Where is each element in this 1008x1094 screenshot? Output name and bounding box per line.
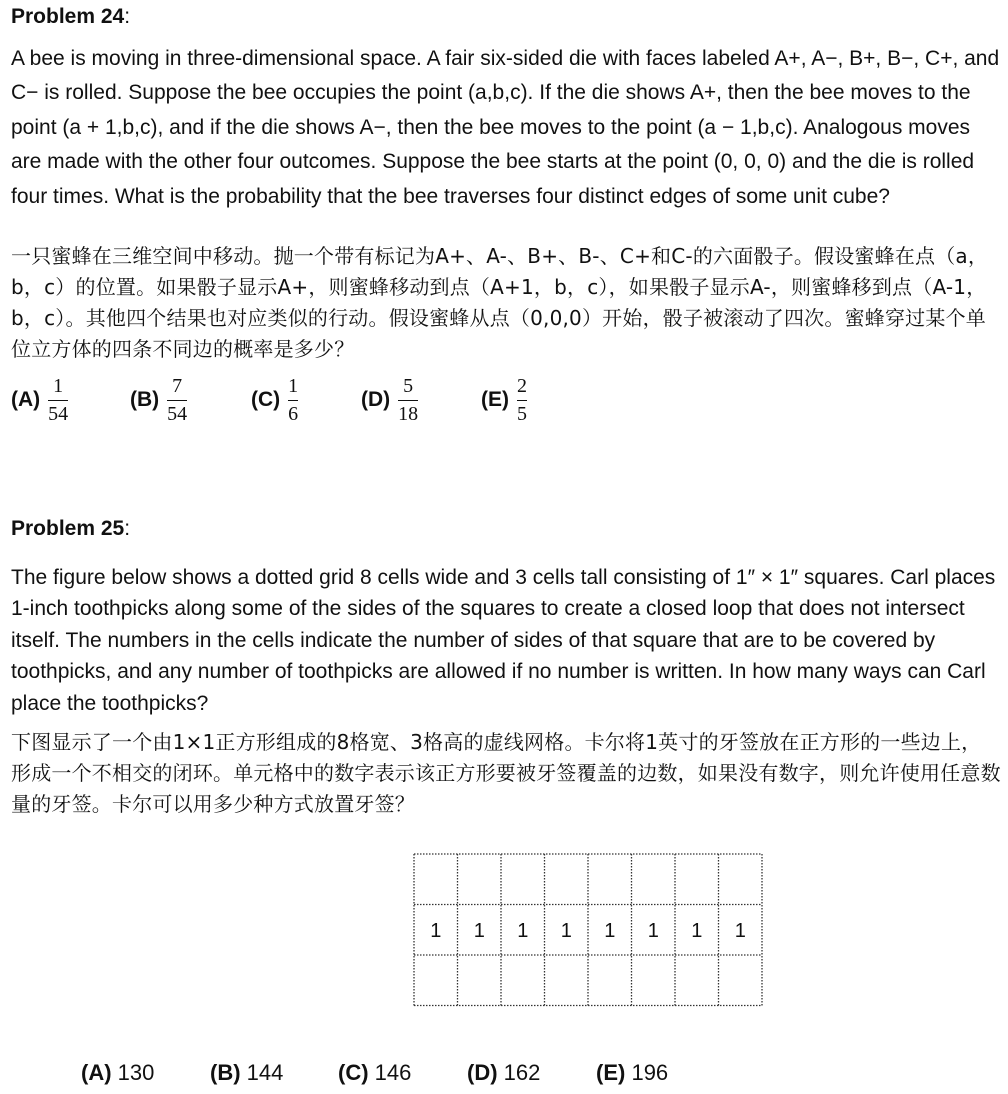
choice-25-b[interactable] bbox=[210, 1060, 283, 1086]
choice-label: (D) bbox=[361, 388, 391, 411]
denominator: 6 bbox=[288, 403, 299, 425]
choice-label: (E) bbox=[596, 1060, 626, 1085]
fraction-bar bbox=[288, 400, 298, 401]
grid-cell-number: 1 bbox=[560, 919, 572, 942]
choice-value: 146 bbox=[374, 1060, 412, 1085]
choice-24-a[interactable] bbox=[11, 370, 68, 430]
grid-cell-number: 1 bbox=[473, 919, 485, 942]
choice-25-e[interactable] bbox=[596, 1060, 668, 1086]
denominator: 5 bbox=[517, 403, 527, 425]
choice-label: (B) bbox=[130, 388, 160, 411]
fraction bbox=[398, 375, 418, 425]
grid-cell-number: 1 bbox=[647, 919, 659, 942]
choice-label: (A) bbox=[11, 388, 41, 411]
choice-24-e[interactable] bbox=[481, 370, 527, 430]
choice-24-d[interactable] bbox=[361, 370, 418, 430]
choice-25-d[interactable] bbox=[467, 1060, 540, 1086]
fraction-bar bbox=[517, 400, 527, 401]
problem-24-colon: : bbox=[124, 5, 131, 28]
choice-label: (B) bbox=[210, 1060, 241, 1085]
numerator: 7 bbox=[172, 375, 183, 397]
denominator: 54 bbox=[48, 403, 69, 425]
fraction bbox=[517, 375, 527, 425]
problem-25-title: Problem 25 bbox=[11, 517, 125, 540]
choice-25-c[interactable] bbox=[338, 1060, 411, 1086]
fraction bbox=[167, 375, 187, 425]
denominator: 54 bbox=[167, 403, 188, 425]
choice-value: 196 bbox=[631, 1060, 669, 1085]
numerator: 1 bbox=[288, 375, 299, 397]
problem-25-colon: : bbox=[124, 517, 131, 540]
fraction-bar bbox=[48, 400, 68, 401]
fraction-bar bbox=[398, 400, 418, 401]
choice-value: 130 bbox=[117, 1060, 155, 1085]
problem-24-text-zh: 一只蜜蜂在三维空间中移动。抛一个带有标记为A+、A-、B+、B-、C+和C-的六面骰子。假设蜜蜂在点（a，b，c）的位置。如果骰子显示A+，则蜜蜂移动到点（A+1，b，c），如果骰子显示A-，则蜜蜂移到点（A-1，b，c）。其他四个结果也对应类似的行动。假设蜜蜂从点（0,0,0）开始，骰子被滚动了四次。蜜蜂穿过某个单位立方体的四条不同边的概率是多少？ bbox=[11, 244, 989, 361]
choice-label: (D) bbox=[467, 1060, 498, 1085]
numerator: 5 bbox=[403, 375, 414, 397]
choice-value: 162 bbox=[503, 1060, 541, 1085]
choice-25-a[interactable] bbox=[81, 1060, 154, 1086]
fraction bbox=[48, 375, 68, 425]
choice-label: (A) bbox=[81, 1060, 112, 1085]
numerator: 1 bbox=[53, 375, 64, 397]
problem-25-text-zh: 下图显示了一个由1×1正方形组成的8格宽、3格高的虚线网格。卡尔将1英寸的牙签放在正方形的一些边上，形成一个不相交的闭环。单元格中的数字表示该正方形要被牙签覆盖的边数，如果没有数字，则允许使用任意数量的牙签。卡尔可以用多少种方式放置牙签？ bbox=[11, 730, 1001, 816]
denominator: 18 bbox=[398, 403, 419, 425]
choice-label: (E) bbox=[481, 388, 509, 411]
choice-24-c[interactable] bbox=[251, 370, 298, 430]
grid-cell-number: 1 bbox=[430, 919, 442, 942]
grid-cell-number: 1 bbox=[691, 919, 703, 942]
choice-label: (C) bbox=[338, 1060, 369, 1085]
grid-cell-number: 1 bbox=[604, 919, 616, 942]
choice-value: 144 bbox=[246, 1060, 284, 1085]
grid-cell-number: 1 bbox=[734, 919, 746, 942]
choice-label: (C) bbox=[251, 388, 281, 411]
problem-24-title: Problem 24 bbox=[11, 5, 125, 28]
fraction-bar bbox=[167, 400, 187, 401]
problem-24-heading bbox=[11, 5, 130, 29]
problem-25-text-en: The figure below shows a dotted grid 8 cells wide and 3 cells tall consisting of 1″ × 1″ squares. Carl places 1-inch toothpicks along some of the sides of the squares to create a closed loop that does not intersect itself. The numbers in the cells indicate the number of sides of that square that are to be covered by toothpicks, and any number of toothpicks are allowed if no number is written. In how many ways can Carl place the toothpicks? bbox=[11, 566, 996, 715]
problem-24-text-en: A bee is moving in three-dimensional space. A fair six-sided die with faces labeled A+, A−, B+, B−, C+, and C− is rolled. Suppose the bee occupies the point (a,b,c). If the die shows A+, then the bee moves to the point (a + 1,b,c), and if the die shows A−, then the bee moves to the point (a − 1,b,c). Analogous moves are made with the other four outcomes. Suppose the bee starts at the point (0, 0, 0) and the die is rolled four times. What is the probability that the bee traverses four distinct edges of some unit cube? bbox=[11, 47, 1000, 208]
fraction bbox=[288, 375, 298, 425]
grid-cell-number: 1 bbox=[517, 919, 529, 942]
dotted-grid-figure bbox=[413, 853, 763, 1009]
problem-25-heading bbox=[11, 517, 130, 541]
numerator: 2 bbox=[517, 375, 527, 397]
choice-24-b[interactable] bbox=[130, 370, 187, 430]
